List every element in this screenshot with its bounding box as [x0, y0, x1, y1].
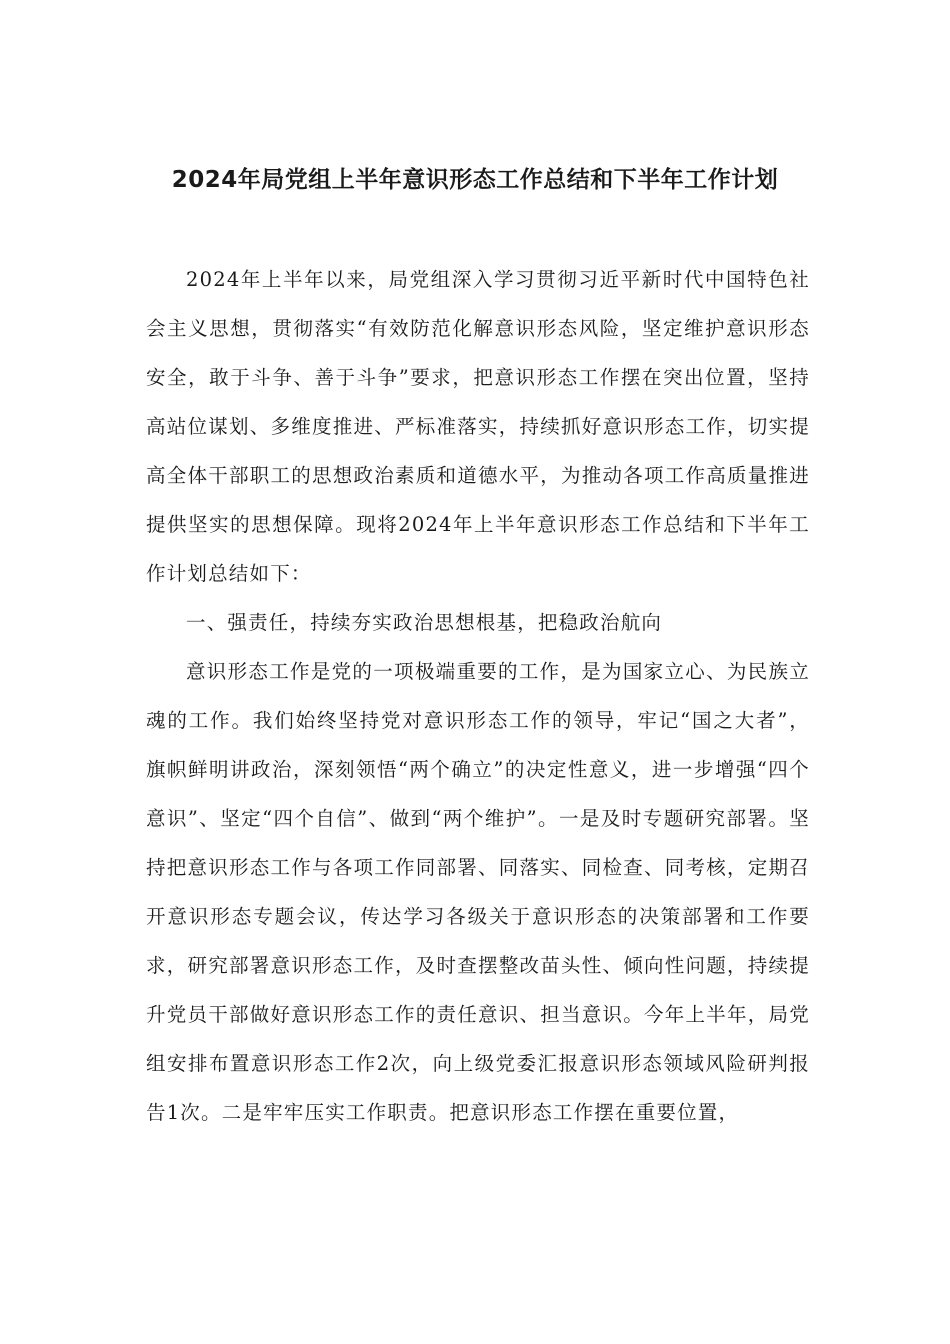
section-heading-1: 一、强责任，持续夯实政治思想根基，把稳政治航向	[186, 611, 663, 634]
document-body	[146, 255, 810, 1137]
intro-paragraph: 2024年上半年以来，局党组深入学习贯彻习近平新时代中国特色社会主义思想，贯彻落实“有效防范化解意识形态风险，坚定维护意识形态安全，敢于斗争、善于斗争”要求，把意识形态工作摆在突出位置，坚持高站位谋划、多维度推进、严标准落实，持续抓好意识形态工作，切实提高全体干部职工的思想政治素质和道德水平，为推动各项工作高质量推进提供坚实的思想保障。现将2024年上半年意识形态工作总结和下半年工作计划总结如下：	[146, 268, 810, 585]
document-title: 2024年局党组上半年意识形态工作总结和下半年工作计划	[171, 167, 779, 193]
section-1-paragraph: 意识形态工作是党的一项极端重要的工作，是为国家立心、为民族立魂的工作。我们始终坚持党对意识形态工作的领导，牢记“国之大者”，旗帜鲜明讲政治，深刻领悟“两个确立”的决定性意义，进一步增强“四个意识”、坚定“四个自信”、做到“两个维护”。一是及时专题研究部署。坚持把意识形态工作与各项工作同部署、同落实、同检查、同考核，定期召开意识形态专题会议，传达学习各级关于意识形态的决策部署和工作要求，研究部署意识形态工作，及时查摆整改苗头性、倾向性问题，持续提升党员干部做好意识形态工作的责任意识、担当意识。今年上半年，局党组安排布置意识形态工作2次，向上级党委汇报意识形态领域风险研判报告1次。二是牢牢压实工作职责。把意识形态工作摆在重要位置，	[146, 660, 810, 1124]
